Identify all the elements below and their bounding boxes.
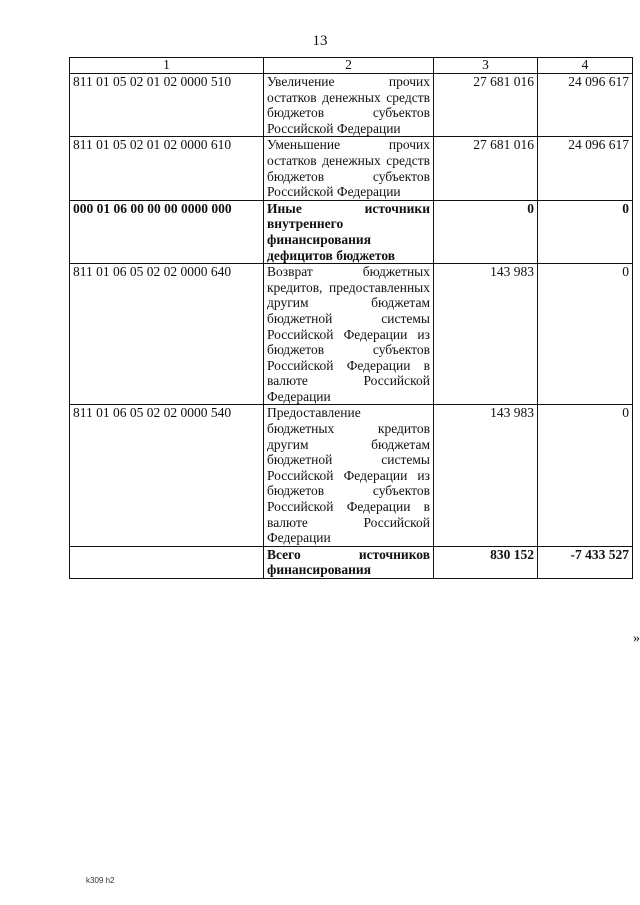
value-col-4: 24 096 617 — [538, 137, 633, 200]
value-col-3: 27 681 016 — [434, 74, 538, 137]
value-col-4: -7 433 527 — [538, 546, 633, 578]
header-col-3: 3 — [434, 58, 538, 74]
header-col-4: 4 — [538, 58, 633, 74]
budget-code: 811 01 05 02 01 02 0000 510 — [70, 74, 264, 137]
page-number: 13 — [312, 33, 328, 49]
source-name: Всего источников финансирования — [264, 546, 434, 578]
source-name: Возврат бюджетных кредитов, предоставленных другим бюджетам бюджетной системы Российской Федерации из бюджетов субъектов Российской Федерации в валюте Российской Федерации — [264, 264, 434, 405]
budget-code: 000 01 06 00 00 00 0000 000 — [70, 200, 264, 263]
table-header-row — [70, 58, 633, 74]
value-col-3: 0 — [434, 200, 538, 263]
source-name: Предоставление бюджетных кредитов другим бюджетам бюджетной системы Российской Федерации из бюджетов субъектов Российской Федерации в валюте Российской Федерации — [264, 405, 434, 546]
value-col-3: 143 983 — [434, 405, 538, 546]
budget-sources-table — [69, 57, 633, 579]
closing-quote: » — [633, 631, 640, 646]
table-row — [70, 200, 633, 263]
value-col-3: 830 152 — [434, 546, 538, 578]
total-row — [70, 546, 633, 578]
value-col-3: 143 983 — [434, 264, 538, 405]
table-row — [70, 405, 633, 546]
value-col-4: 0 — [538, 264, 633, 405]
budget-code: 811 01 05 02 01 02 0000 610 — [70, 137, 264, 200]
table-row — [70, 137, 633, 200]
footer-code: k309 h2 — [86, 876, 115, 885]
budget-code: 811 01 06 05 02 02 0000 640 — [70, 264, 264, 405]
source-name: Уменьшение прочих остатков денежных средств бюджетов субъектов Российской Федерации — [264, 137, 434, 200]
budget-code — [70, 546, 264, 578]
budget-code: 811 01 06 05 02 02 0000 540 — [70, 405, 264, 546]
value-col-4: 24 096 617 — [538, 74, 633, 137]
source-name: Увеличение прочих остатков денежных средств бюджетов субъектов Российской Федерации — [264, 74, 434, 137]
table-row — [70, 74, 633, 137]
value-col-4: 0 — [538, 200, 633, 263]
value-col-4: 0 — [538, 405, 633, 546]
table-row — [70, 264, 633, 405]
header-col-1: 1 — [70, 58, 264, 74]
source-name: Иные источники внутреннего финансирования дефицитов бюджетов — [264, 200, 434, 263]
value-col-3: 27 681 016 — [434, 137, 538, 200]
header-col-2: 2 — [264, 58, 434, 74]
